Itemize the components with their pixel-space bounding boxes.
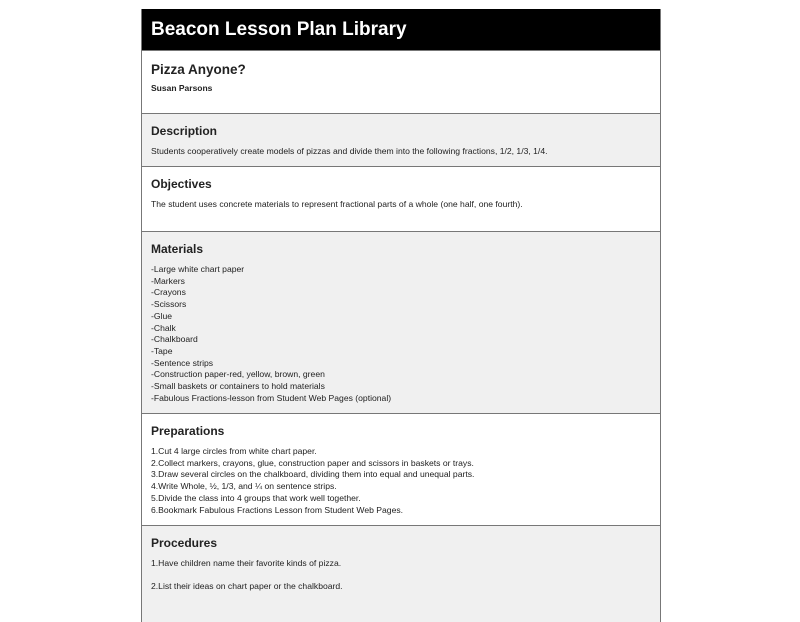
material-item: -Fabulous Fractions-lesson from Student Web Pages (optional) [151,392,392,403]
material-item: -Construction paper-red, yellow, brown, green [151,369,325,380]
lesson-plan [141,9,661,622]
procedures-section [142,525,660,622]
procedure-step: 2.List their ideas on chart paper or the chalkboard. [151,581,343,592]
material-item: -Tape [151,345,173,356]
objectives-heading: Objectives [151,177,212,191]
lesson-title: Pizza Anyone? [151,62,246,77]
material-item: -Crayons [151,287,186,298]
lesson-author: Susan Parsons [151,83,213,93]
preparation-step: 2.Collect markers, crayons, glue, construction paper and scissors in baskets or trays. [151,457,474,468]
procedures-heading: Procedures [151,536,218,550]
title-section [142,50,660,113]
materials-section [142,231,660,413]
preparation-step: 4.Write Whole, ½, 1/3, and ¼ on sentence strips. [151,481,337,492]
materials-heading: Materials [151,242,204,256]
material-item: -Small baskets or containers to hold materials [151,381,325,392]
description-section [142,113,660,166]
preparations-heading: Preparations [151,424,225,438]
objectives-text: The student uses concrete materials to represent fractional parts of a whole (one half, one fourth). [151,199,523,209]
preparation-step: 1.Cut 4 large circles from white chart paper. [151,446,317,456]
preparation-step: 3.Draw several circles on the chalkboard, dividing them into equal and unequal parts. [151,469,475,480]
preparation-step: 5.Divide the class into 4 groups that work well together. [151,492,361,503]
material-item: -Scissors [151,299,187,310]
material-item: -Chalkboard [151,334,198,345]
material-item: -Large white chart paper [151,264,245,274]
description-heading: Description [151,124,218,138]
description-text: Students cooperatively create models of pizzas and divide them into the following fractions, 1/2, 1/3, 1/4. [151,146,548,156]
material-item: -Markers [151,275,185,286]
objectives-section [142,166,660,231]
material-item: -Sentence strips [151,357,214,368]
material-item: -Glue [151,310,173,321]
preparation-step: 6.Bookmark Fabulous Fractions Lesson from Student Web Pages. [151,504,404,515]
material-item: -Chalk [151,322,176,333]
site-header: Beacon Lesson Plan Library [142,9,660,50]
preparations-section [142,413,660,525]
procedure-step: 1.Have children name their favorite kinds of pizza. [151,558,342,568]
